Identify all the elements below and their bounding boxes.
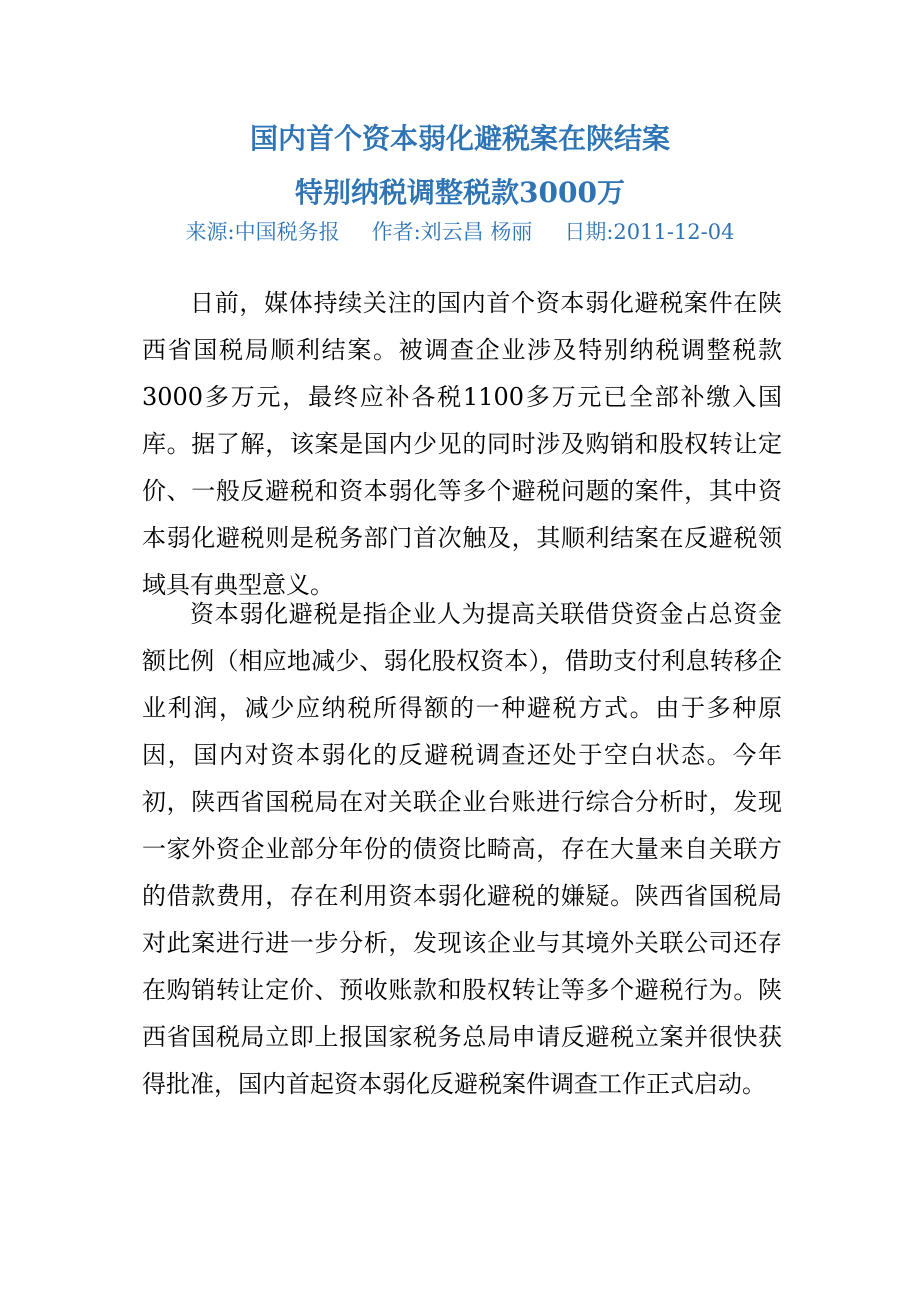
article-date: 日期:2011-12-04 [564, 220, 735, 244]
title-line-1: 国内首个资本弱化避税案在陕结案 [249, 122, 670, 155]
article-source: 来源:中国税务报 [185, 220, 340, 244]
article-meta [0, 212, 920, 252]
title-line-2: 特别纳税调整税款3000万 [295, 176, 625, 209]
article-title [0, 112, 920, 220]
body-paragraph-1: 日前，媒体持续关注的国内首个资本弱化避税案件在陕西省国税局顺利结案。被调查企业涉及特别纳税调整税款3000多万元，最终应补各税1100多万元已全部补缴入国库。据了解，该案是国内少见的同时涉及购销和股权转让定价、一般反避税和资本弱化等多个避税问题的案件，其中资本弱化避税则是税务部门首次触及，其顺利结案在反避税领域具有典型意义。 [142, 289, 782, 599]
article-author: 作者:刘云昌 杨丽 [371, 220, 533, 244]
body-paragraph-2: 资本弱化避税是指企业人为提高关联借贷资金占总资金额比例（相应地减少、弱化股权资本），借助支付利息转移企业利润，减少应纳税所得额的一种避税方式。由于多种原因，国内对资本弱化的反避税调查还处于空白状态。今年初，陕西省国税局在对关联企业台账进行综合分析时，发现一家外资企业部分年份的债资比畸高，存在大量来自关联方的借款费用，存在利用资本弱化避税的嫌疑。陕西省国税局对此案进行进一步分析，发现该企业与其境外关联公司还存在购销转让定价、预收账款和股权转让等多个避税行为。陕西省国税局立即上报国家税务总局申请反避税立案并很快获得批准，国内首起资本弱化反避税案件调查工作正式启动。 [142, 600, 782, 1098]
